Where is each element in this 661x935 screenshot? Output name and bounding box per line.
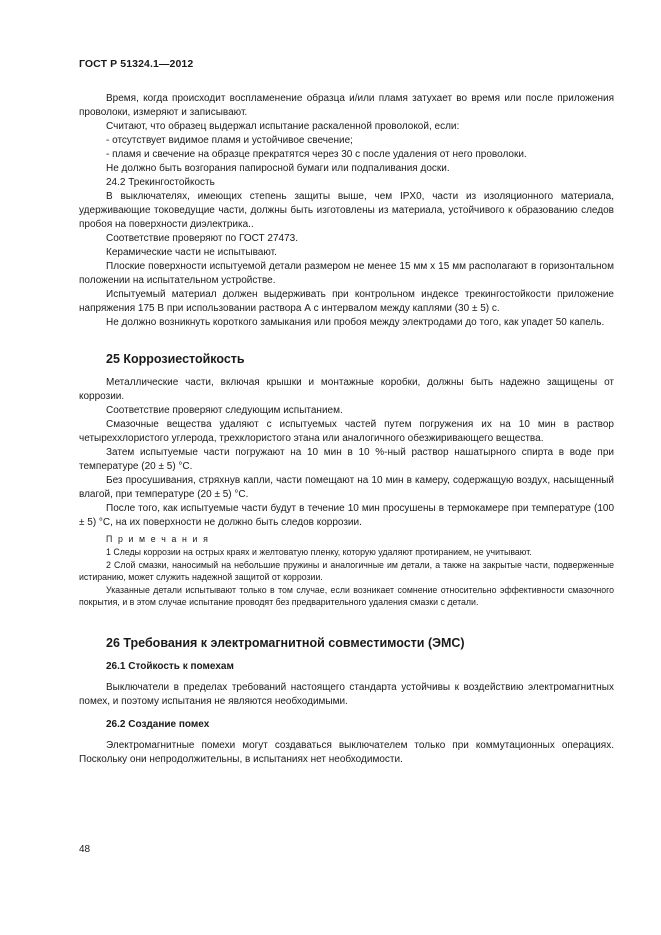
page-number: 48 — [79, 844, 91, 855]
paragraph: После того, как испытуемые части будут в течение 10 мин просушены в термокамере при температуре (100 ± 5) °С, на их поверхности не должно быть следов коррозии. — [79, 503, 614, 528]
note-item: 1 Следы коррозии на острых краях и желтоватую пленку, которую удаляют протиранием, не учитывают. — [106, 547, 532, 557]
subsection-title: 24.2 Трекингостойкость — [106, 177, 215, 188]
paragraph: Испытуемый материал должен выдерживать при контрольном индексе трекингостойкости приложение напряжения 175 В при использовании раствора А с интервалом между каплями (30 ± 5) с. — [79, 289, 614, 314]
notes-block — [79, 533, 614, 609]
paragraph: Смазочные вещества удаляют с испытуемых частей путем погружения их на 10 мин в раствор четыреххлористого углерода, трехклористого этана или аналогичного обезжиривающего вещества. — [79, 419, 614, 444]
paragraph: Металлические части, включая крышки и монтажные коробки, должны быть надежно защищены от коррозии. — [79, 377, 614, 402]
note-item: 2 Слой смазки, наносимый на небольшие пружины и аналогичные им детали, а также на закрытые части, подверженные истиранию, может служить надежной защитой от коррозии. — [79, 559, 614, 582]
subsection-heading-26-2: 26.2 Создание помех — [106, 718, 210, 730]
notes-heading: П р и м е ч а н и я — [106, 534, 210, 544]
paragraph: Электромагнитные помехи могут создаваться выключателем только при коммутационных операциях. Поскольку они непродолжительны, в испытаниях нет необходимости. — [79, 739, 614, 765]
list-item: - пламя и свечение на образце прекратятся через 30 с после удаления от него проволоки. — [106, 149, 527, 160]
paragraph: Без просушивания, стряхнув капли, части помещают на 10 мин в камеру, содержащую воздух, насыщенный влагой, при температуре (20 ± 5) °С. — [79, 475, 614, 500]
list-item: - отсутствует видимое пламя и устойчивое свечение; — [106, 135, 353, 146]
document-code-header: ГОСТ Р 51324.1—2012 — [79, 58, 194, 70]
paragraph: Выключатели в пределах требований настоящего стандарта устойчивы к воздействию электромагнитных помех, и поэтому испытания не являются необходимыми. — [79, 681, 614, 707]
paragraph: Не должно возникнуть короткого замыкания или пробоя между электродами до того, как упадет 50 капель. — [106, 317, 605, 328]
paragraph: Плоские поверхности испытуемой детали размером не менее 15 мм х 15 мм располагают в горизонтальном положении на испытательном устройстве. — [79, 261, 614, 286]
paragraph: Не должно быть возгорания папиросной бумаги или подпаливания доски. — [106, 163, 450, 174]
note-item: Указанные детали испытывают только в том случае, если возникает сомнение относительно эффективности смазочного покрытия, и в этом случае испытание проводят без предварительного удаления смазки с детали. — [79, 584, 614, 607]
section-heading-26: 26 Требования к электромагнитной совместимости (ЭМС) — [106, 635, 465, 650]
paragraph: Соответствие проверяют следующим испытанием. — [106, 405, 343, 416]
paragraph: Керамические части не испытывают. — [106, 247, 277, 258]
section-heading-25: 25 Коррозиестойкость — [106, 352, 245, 366]
paragraph: Соответствие проверяют по ГОСТ 27473. — [106, 233, 298, 244]
paragraph: Затем испытуемые части погружают на 10 мин в 10 %-ный раствор нашатырного спирта в воде при температуре (20 ± 5) °С. — [79, 447, 614, 472]
page-content — [79, 92, 614, 767]
paragraph: Время, когда происходит воспламенение образца и/или пламя затухает во время или после приложения проволоки, измеряют и записывают. — [79, 93, 614, 118]
subsection-heading-26-1: 26.1 Стойкость к помехам — [106, 660, 234, 672]
paragraph: В выключателях, имеющих степень защиты выше, чем IPX0, части из изоляционного материала, удерживающие токоведущие части, должны быть изготовлены из материала, устойчивого к образованию следов пробоя на поверхности диэлектрика.. — [79, 191, 614, 230]
paragraph: Считают, что образец выдержал испытание раскаленной проволокой, если: — [106, 121, 460, 132]
